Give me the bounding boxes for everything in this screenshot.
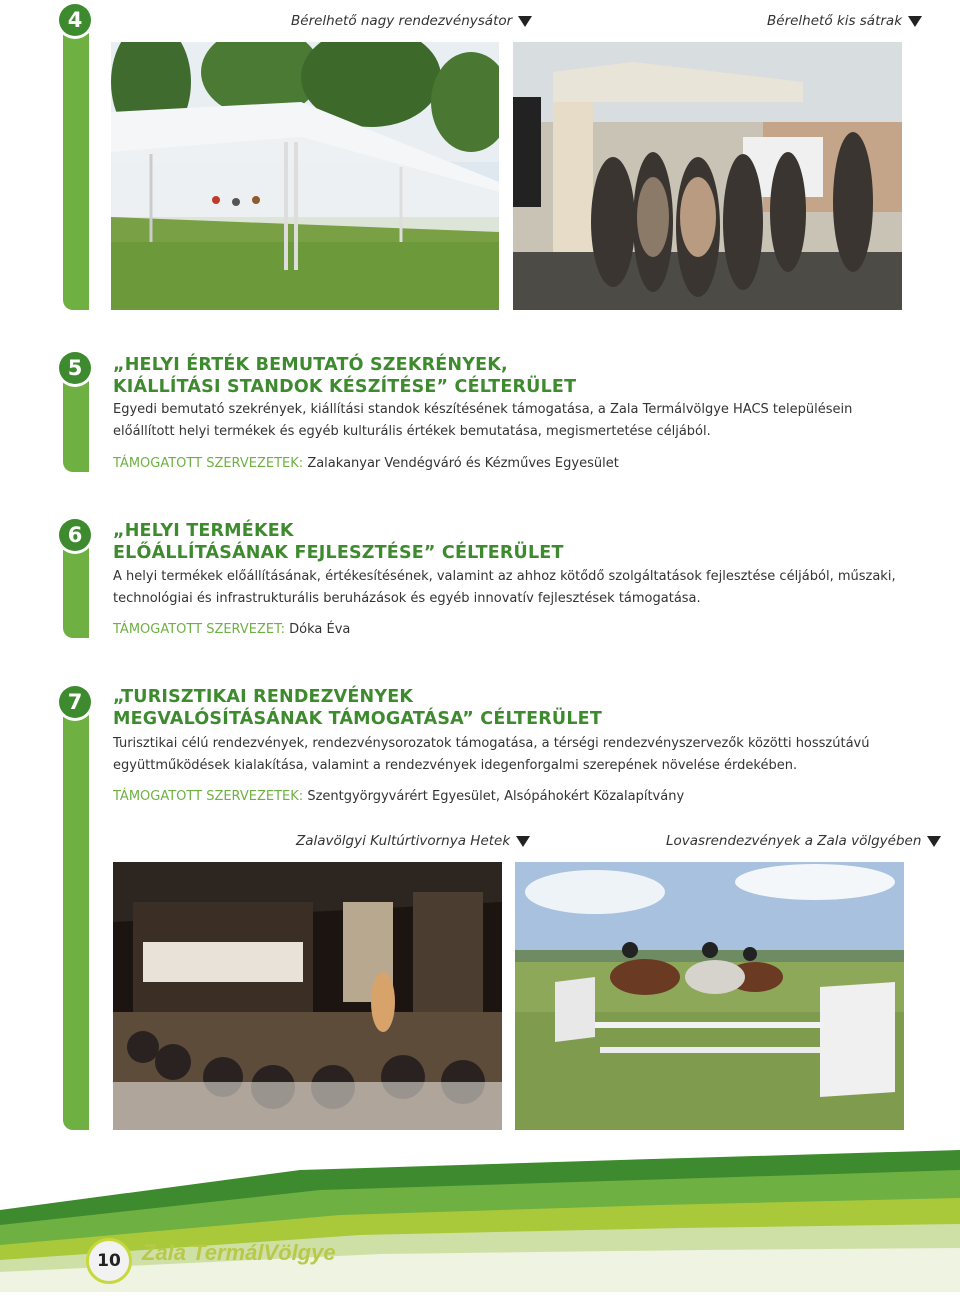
section-5-number: 5 xyxy=(59,352,91,384)
section-6-org-value: Dóka Éva xyxy=(289,622,351,637)
page-number: 10 xyxy=(86,1238,132,1284)
photo-small-tents xyxy=(513,42,902,310)
section-6-body: A helyi termékek előállításának, értékesítésének, valamint az ahhoz kötődő szolgáltatások fejlesztése céljából, műszaki, technológiai és infrastrukturális beruházások és egyéb innovatív fejlesztések támogatása. xyxy=(113,569,896,606)
section-7-number: 7 xyxy=(59,686,91,718)
section-4-number: 4 xyxy=(59,4,91,36)
section-5-title xyxy=(113,354,576,398)
section-7-title xyxy=(113,686,602,730)
brand-logo: Zala TermálVölgye xyxy=(142,1240,336,1265)
section-7-org-value: Szentgyörgyvárért Egyesület, Alsópáhokért Közalapítvány xyxy=(307,789,685,804)
footer-band xyxy=(0,1150,960,1292)
section-6-title-line2: ELŐÁLLÍTÁSÁNAK FEJLESZTÉSE” CÉLTERÜLET xyxy=(113,543,564,563)
section-5-body: Egyedi bemutató szekrények, kiállítási standok készítésének támogatása, a Zala Termálvölgye HACS településein előállított helyi termékek és egyéb kulturális értékek bemutatása, megismertetése céljából. xyxy=(113,402,853,439)
triangle-down-icon xyxy=(927,836,941,847)
caption-large-tent xyxy=(291,13,532,29)
caption-small-tents xyxy=(767,13,922,29)
caption-culture-festival-text: Zalavölgyi Kultúrtivornya Hetek xyxy=(296,833,511,849)
section-6-title xyxy=(113,520,564,564)
caption-culture-festival xyxy=(296,833,530,849)
caption-small-tents-text: Bérelhető kis sátrak xyxy=(767,13,903,29)
caption-equestrian-text: Lovasrendezvények a Zala völgyében xyxy=(666,833,922,849)
photo-large-tent xyxy=(111,42,499,310)
section-7-org-label: TÁMOGATOTT SZERVEZETEK: xyxy=(113,789,304,804)
section-5-title-line2: KIÁLLÍTÁSI STANDOK KÉSZÍTÉSE” CÉLTERÜLET xyxy=(113,377,577,397)
triangle-down-icon xyxy=(518,16,532,27)
section-7-bar xyxy=(63,695,89,1130)
section-5-org-label: TÁMOGATOTT SZERVEZETEK: xyxy=(113,456,304,471)
caption-equestrian xyxy=(666,833,941,849)
section-6-number: 6 xyxy=(59,519,91,551)
photo-culture-festival xyxy=(113,862,502,1130)
section-5-organizations xyxy=(113,456,619,471)
triangle-down-icon xyxy=(516,836,530,847)
section-6-organizations xyxy=(113,622,350,637)
section-6-title-line1: „HELYI TERMÉKEK xyxy=(113,521,294,541)
section-6-org-label: TÁMOGATOTT SZERVEZET: xyxy=(113,622,286,637)
section-5-title-line1: „HELYI ÉRTÉK BEMUTATÓ SZEKRÉNYEK, xyxy=(113,355,508,375)
section-4-bar xyxy=(63,20,89,310)
section-7-title-line2: MEGVALÓSÍTÁSÁNAK TÁMOGATÁSA” CÉLTERÜLET xyxy=(113,709,602,729)
section-7-title-line1: „TURISZTIKAI RENDEZVÉNYEK xyxy=(113,687,414,707)
section-7-body: Turisztikai célú rendezvények, rendezvénysorozatok támogatása, a térségi rendezvényszervezők közötti hosszútávú együttműködések kialakítása, valamint a rendezvények idegenforgalmi szerepének növelése érdekében. xyxy=(113,736,870,773)
caption-large-tent-text: Bérelhető nagy rendezvénysátor xyxy=(291,13,513,29)
photo-equestrian xyxy=(515,862,904,1130)
section-5-org-value: Zalakanyar Vendégváró és Kézműves Egyesület xyxy=(307,456,619,471)
section-7-organizations xyxy=(113,789,684,804)
triangle-down-icon xyxy=(908,16,922,27)
